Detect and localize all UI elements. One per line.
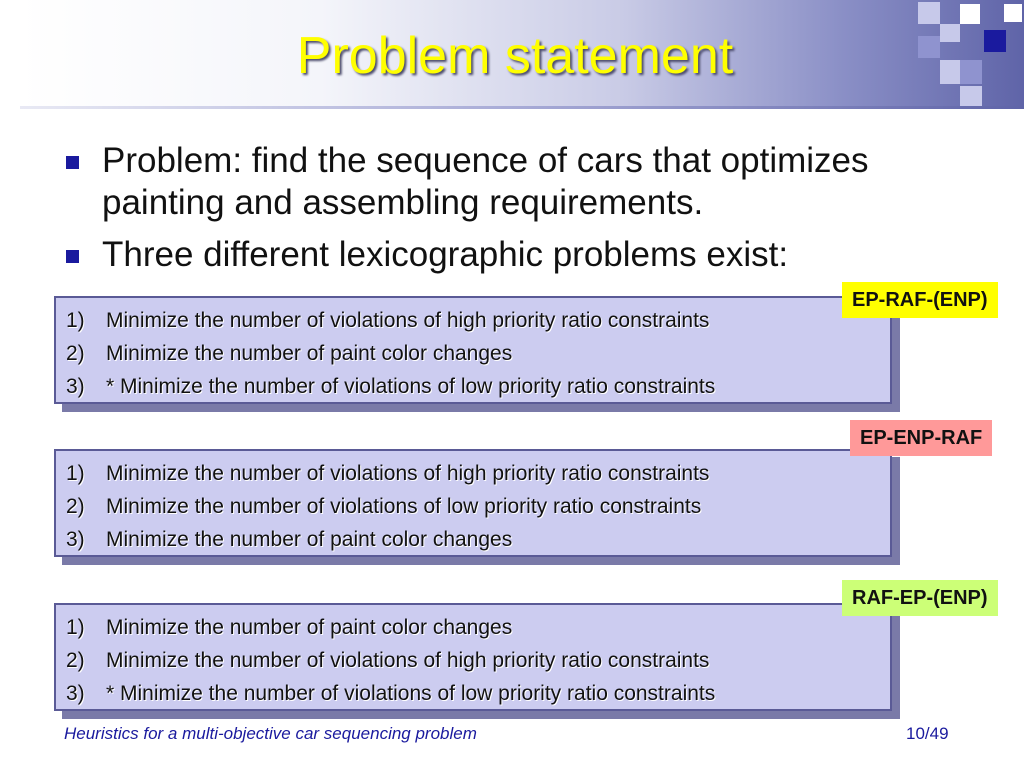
footer-caption: Heuristics for a multi-objective car sequencing problem [64, 724, 477, 743]
problem-tag-2: EP-ENP-RAF [850, 420, 992, 456]
objective-text: * Minimize the number of violations of low priority ratio constraints [106, 682, 716, 705]
objective-list [66, 611, 715, 710]
objective-item [66, 611, 715, 644]
objective-item [66, 523, 709, 556]
bullet-text: Problem: find the sequence of cars that optimizes painting and assembling requirements. [102, 141, 869, 222]
objective-text: Minimize the number of paint color changes [106, 342, 513, 365]
objective-text: * Minimize the number of violations of low priority ratio constraints [106, 375, 716, 398]
objective-item [66, 644, 715, 677]
header-rule [20, 106, 1024, 109]
slide-title: Problem statement [296, 27, 734, 85]
objective-item [66, 457, 709, 490]
objective-text: Minimize the number of paint color changes [106, 528, 513, 551]
objective-text: Minimize the number of violations of high priority ratio constraints [106, 309, 710, 332]
objective-list [66, 457, 709, 556]
bullet-item [60, 234, 1000, 276]
square-bullet-icon [66, 156, 79, 169]
problem-box-3 [54, 603, 892, 711]
objective-item [66, 304, 715, 337]
bullet-item [60, 140, 1000, 224]
objective-text: Minimize the number of paint color changes [106, 616, 513, 639]
problem-tag-3: RAF-EP-(ENP) [842, 580, 998, 616]
objective-number: 3) [66, 682, 85, 705]
objective-number: 2) [66, 342, 85, 365]
problem-box-2 [54, 449, 892, 557]
objective-item [66, 490, 709, 523]
objective-item [66, 677, 715, 710]
problem-tag-1: EP-RAF-(ENP) [842, 282, 998, 318]
objective-number: 1) [66, 616, 85, 639]
page-number: 10/49 [906, 724, 949, 743]
bullet-list [60, 140, 1000, 286]
bullet-text: Three different lexicographic problems exist: [102, 235, 789, 274]
objective-number: 3) [66, 528, 85, 551]
objective-text: Minimize the number of violations of high priority ratio constraints [106, 649, 710, 672]
objective-item [66, 370, 715, 403]
objective-number: 2) [66, 649, 85, 672]
square-bullet-icon [66, 250, 79, 263]
problem-box-1 [54, 296, 892, 404]
objective-list [66, 304, 715, 403]
objective-number: 1) [66, 309, 85, 332]
objective-item [66, 337, 715, 370]
objective-number: 2) [66, 495, 85, 518]
objective-text: Minimize the number of violations of low priority ratio constraints [106, 495, 702, 518]
objective-number: 1) [66, 462, 85, 485]
objective-number: 3) [66, 375, 85, 398]
objective-text: Minimize the number of violations of high priority ratio constraints [106, 462, 710, 485]
